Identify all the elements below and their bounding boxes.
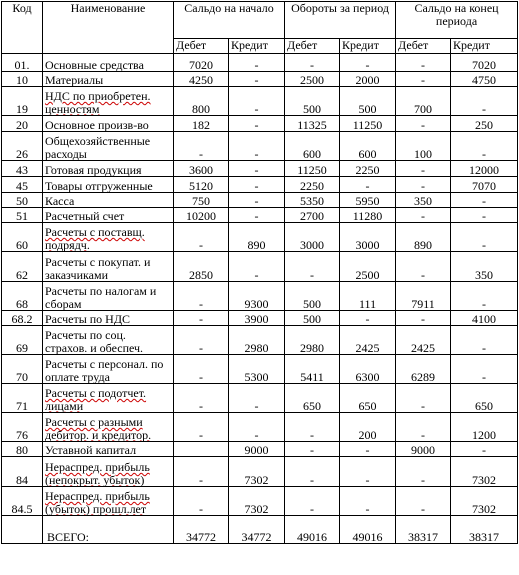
account-name-text: Расчеты с персонал. по оплате труда [45, 357, 164, 384]
opening-debit: - [174, 413, 229, 442]
closing-debit: 7911 [396, 282, 451, 311]
turnover-debit: 2500 [285, 72, 340, 87]
closing-debit: - [396, 487, 451, 516]
table-row-total [2, 516, 518, 544]
opening-debit: - [174, 487, 229, 516]
trial-balance-table [1, 1, 518, 544]
closing-credit: - [451, 132, 518, 161]
account-name-text: Касса [45, 193, 75, 208]
closing-credit: 7020 [451, 54, 518, 72]
turnover-debit: - [285, 54, 340, 72]
turnover-credit: 11280 [340, 208, 396, 223]
account-name [43, 72, 174, 87]
account-name-text: Нераспред. прибыль (непокрыт. убыток) [45, 460, 150, 487]
header-turnover-debit: Дебет [285, 39, 340, 54]
account-name [43, 177, 174, 193]
total-label: ВСЕГО: [43, 516, 174, 544]
turnover-debit: 650 [285, 384, 340, 413]
account-name-text: Расчетный счет [45, 208, 125, 223]
opening-credit: 890 [229, 223, 285, 252]
turnover-debit: 500 [285, 87, 340, 116]
opening-credit: - [229, 208, 285, 223]
account-code: 10 [2, 72, 43, 87]
table-row [2, 223, 518, 252]
opening-debit: 10200 [174, 208, 229, 223]
header-name: Наименование [43, 2, 174, 54]
table-row [2, 87, 518, 116]
account-code: 19 [2, 87, 43, 116]
table-row [2, 252, 518, 282]
opening-debit: 182 [174, 116, 229, 132]
account-name [43, 311, 174, 326]
opening-credit: - [229, 161, 285, 177]
closing-debit: - [396, 311, 451, 326]
account-code: 20 [2, 116, 43, 132]
account-code: 84.5 [2, 487, 43, 516]
turnover-debit: - [285, 252, 340, 282]
turnover-debit: 11325 [285, 116, 340, 132]
account-code: 68 [2, 282, 43, 311]
account-code: 80 [2, 442, 43, 457]
account-name-text: Расчеты с подотчет. лицами [45, 386, 147, 413]
account-name [43, 487, 174, 516]
closing-credit: - [451, 326, 518, 355]
account-code: 50 [2, 193, 43, 208]
total-turnover-credit: 49016 [340, 516, 396, 544]
account-name-text: Готовая продукция [45, 162, 142, 177]
header-closing-debit: Дебет [396, 39, 451, 54]
opening-credit: 7302 [229, 457, 285, 487]
turnover-credit: 11250 [340, 116, 396, 132]
account-name-text: Расчеты по НДС [45, 311, 131, 326]
total-opening-debit: 34772 [174, 516, 229, 544]
closing-debit: - [396, 413, 451, 442]
account-name-text: Основное произв-во [45, 117, 149, 132]
total-opening-credit: 34772 [229, 516, 285, 544]
account-code: 45 [2, 177, 43, 193]
account-name [43, 54, 174, 72]
account-code: 84 [2, 457, 43, 487]
account-name-text: Уставной капитал [45, 442, 137, 457]
closing-debit: - [396, 72, 451, 87]
turnover-credit: - [340, 177, 396, 193]
opening-debit: - [174, 132, 229, 161]
closing-credit: - [451, 223, 518, 252]
turnover-credit: - [340, 457, 396, 487]
account-name [43, 252, 174, 282]
closing-credit: 350 [451, 252, 518, 282]
table-body [2, 54, 518, 516]
closing-debit: 700 [396, 87, 451, 116]
turnover-debit: 5350 [285, 193, 340, 208]
table-row [2, 457, 518, 487]
turnover-credit: 5950 [340, 193, 396, 208]
turnover-credit: 600 [340, 132, 396, 161]
opening-debit: 5120 [174, 177, 229, 193]
opening-credit: 5300 [229, 355, 285, 384]
turnover-credit: 500 [340, 87, 396, 116]
account-name-text: Товары отгруженные [45, 178, 153, 193]
closing-debit: 350 [396, 193, 451, 208]
account-code: 26 [2, 132, 43, 161]
account-name-text: Расчеты по налогам и сборам [45, 284, 157, 311]
account-code: 68.2 [2, 311, 43, 326]
closing-debit: 6289 [396, 355, 451, 384]
opening-debit [174, 442, 229, 457]
opening-credit: - [229, 193, 285, 208]
closing-credit: 650 [451, 384, 518, 413]
turnover-debit: 600 [285, 132, 340, 161]
account-code: 70 [2, 355, 43, 384]
turnover-debit: 2250 [285, 177, 340, 193]
opening-debit: 3600 [174, 161, 229, 177]
account-name [43, 208, 174, 223]
account-name-text: Расчеты с покупат. и заказчиками [45, 255, 151, 282]
account-code: 51 [2, 208, 43, 223]
table-row [2, 54, 518, 72]
turnover-credit: 2500 [340, 252, 396, 282]
turnover-credit: 200 [340, 413, 396, 442]
turnover-credit: - [340, 487, 396, 516]
account-name [43, 355, 174, 384]
account-name [43, 116, 174, 132]
turnover-debit: 3000 [285, 223, 340, 252]
closing-credit: 7302 [451, 487, 518, 516]
opening-debit: - [174, 384, 229, 413]
opening-debit: - [174, 223, 229, 252]
opening-debit: - [174, 326, 229, 355]
turnover-debit: 5411 [285, 355, 340, 384]
closing-debit: - [396, 384, 451, 413]
closing-credit: 4100 [451, 311, 518, 326]
header-opening-credit: Кредит [229, 39, 285, 54]
turnover-credit: 3000 [340, 223, 396, 252]
account-code: 60 [2, 223, 43, 252]
opening-credit: - [229, 132, 285, 161]
turnover-credit: - [340, 311, 396, 326]
header-turnover-credit: Кредит [340, 39, 396, 54]
closing-debit: 100 [396, 132, 451, 161]
opening-credit: - [229, 87, 285, 116]
opening-debit: 750 [174, 193, 229, 208]
header-opening-balance: Сальдо на начало [174, 2, 285, 39]
turnover-credit: 2425 [340, 326, 396, 355]
opening-credit: - [229, 116, 285, 132]
opening-credit: - [229, 413, 285, 442]
account-name-text: Общехозяйственные расходы [45, 134, 151, 161]
header-closing-credit: Кредит [451, 39, 518, 54]
account-name [43, 282, 174, 311]
table-row [2, 282, 518, 311]
account-code: 01. [2, 54, 43, 72]
account-name-text: НДС по приобретен. ценностям [45, 89, 151, 116]
closing-debit: - [396, 177, 451, 193]
opening-credit: 3900 [229, 311, 285, 326]
account-code: 69 [2, 326, 43, 355]
turnover-debit: 2700 [285, 208, 340, 223]
turnover-credit: 6300 [340, 355, 396, 384]
account-name [43, 193, 174, 208]
table-row [2, 311, 518, 326]
table-row [2, 116, 518, 132]
closing-debit: - [396, 116, 451, 132]
header-closing-balance: Сальдо на конец периода [396, 2, 518, 39]
total-closing-debit: 38317 [396, 516, 451, 544]
total-closing-credit: 38317 [451, 516, 518, 544]
turnover-debit: - [285, 413, 340, 442]
opening-credit: 9000 [229, 442, 285, 457]
table-row [2, 161, 518, 177]
closing-debit: 2425 [396, 326, 451, 355]
turnover-credit: 2000 [340, 72, 396, 87]
closing-debit: - [396, 208, 451, 223]
turnover-credit: - [340, 54, 396, 72]
closing-debit: - [396, 161, 451, 177]
turnover-debit: 500 [285, 282, 340, 311]
turnover-debit: 2980 [285, 326, 340, 355]
account-code: 43 [2, 161, 43, 177]
table-row [2, 442, 518, 457]
opening-debit: - [174, 355, 229, 384]
turnover-debit: 11250 [285, 161, 340, 177]
account-name [43, 413, 174, 442]
account-name-text: Нераспред. прибыль (убыток) прошл.лет [45, 489, 150, 516]
opening-debit: - [174, 282, 229, 311]
turnover-credit: 111 [340, 282, 396, 311]
turnover-credit: 2250 [340, 161, 396, 177]
table-row [2, 208, 518, 223]
turnover-debit: - [285, 487, 340, 516]
opening-credit: 7302 [229, 487, 285, 516]
closing-credit: - [451, 442, 518, 457]
account-name [43, 442, 174, 457]
opening-debit: 7020 [174, 54, 229, 72]
account-name-text: Основные средства [45, 57, 144, 72]
turnover-debit: - [285, 442, 340, 457]
account-name [43, 87, 174, 116]
closing-debit: - [396, 457, 451, 487]
turnover-debit: - [285, 457, 340, 487]
closing-credit: 12000 [451, 161, 518, 177]
account-name-text: Материалы [45, 72, 104, 87]
total-turnover-debit: 49016 [285, 516, 340, 544]
account-name [43, 161, 174, 177]
turnover-debit: 500 [285, 311, 340, 326]
account-name [43, 223, 174, 252]
header-turnover: Обороты за период [285, 2, 396, 39]
account-name [43, 132, 174, 161]
turnover-credit: - [340, 442, 396, 457]
closing-credit: 4750 [451, 72, 518, 87]
account-name-text: Расчеты с поставщ. подрядч. [45, 225, 145, 252]
opening-credit: - [229, 54, 285, 72]
account-name-text: Расчеты по соц. страхов. и обеспеч. [45, 328, 144, 355]
table-row [2, 413, 518, 442]
table-row [2, 177, 518, 193]
closing-credit: 1200 [451, 413, 518, 442]
header-code: Код [2, 2, 43, 54]
account-name [43, 384, 174, 413]
opening-credit: 9300 [229, 282, 285, 311]
opening-debit: 2850 [174, 252, 229, 282]
closing-debit: 890 [396, 223, 451, 252]
account-name-text: Расчеты с разными дебитор. и кредитор. [45, 415, 152, 442]
opening-credit: 2980 [229, 326, 285, 355]
account-code: 71 [2, 384, 43, 413]
total-code-cell [2, 516, 43, 544]
opening-debit: - [174, 457, 229, 487]
header-opening-debit: Дебет [174, 39, 229, 54]
opening-debit: - [174, 311, 229, 326]
opening-credit: - [229, 384, 285, 413]
closing-credit: - [451, 208, 518, 223]
opening-debit: 800 [174, 87, 229, 116]
closing-credit: - [451, 193, 518, 208]
account-name [43, 326, 174, 355]
closing-credit: 250 [451, 116, 518, 132]
table-row [2, 326, 518, 355]
account-code: 62 [2, 252, 43, 282]
closing-credit: 7302 [451, 457, 518, 487]
closing-credit: - [451, 282, 518, 311]
opening-credit: - [229, 252, 285, 282]
table-row [2, 384, 518, 413]
account-code: 76 [2, 413, 43, 442]
account-name [43, 457, 174, 487]
turnover-credit: 650 [340, 384, 396, 413]
table-row [2, 487, 518, 516]
opening-credit: - [229, 177, 285, 193]
closing-credit: - [451, 87, 518, 116]
table-row [2, 72, 518, 87]
table-row [2, 355, 518, 384]
closing-debit: - [396, 252, 451, 282]
closing-debit: - [396, 54, 451, 72]
opening-debit: 4250 [174, 72, 229, 87]
opening-credit: - [229, 72, 285, 87]
closing-debit: 9000 [396, 442, 451, 457]
table-row [2, 132, 518, 161]
table-row [2, 193, 518, 208]
closing-credit: 7070 [451, 177, 518, 193]
closing-credit: - [451, 355, 518, 384]
